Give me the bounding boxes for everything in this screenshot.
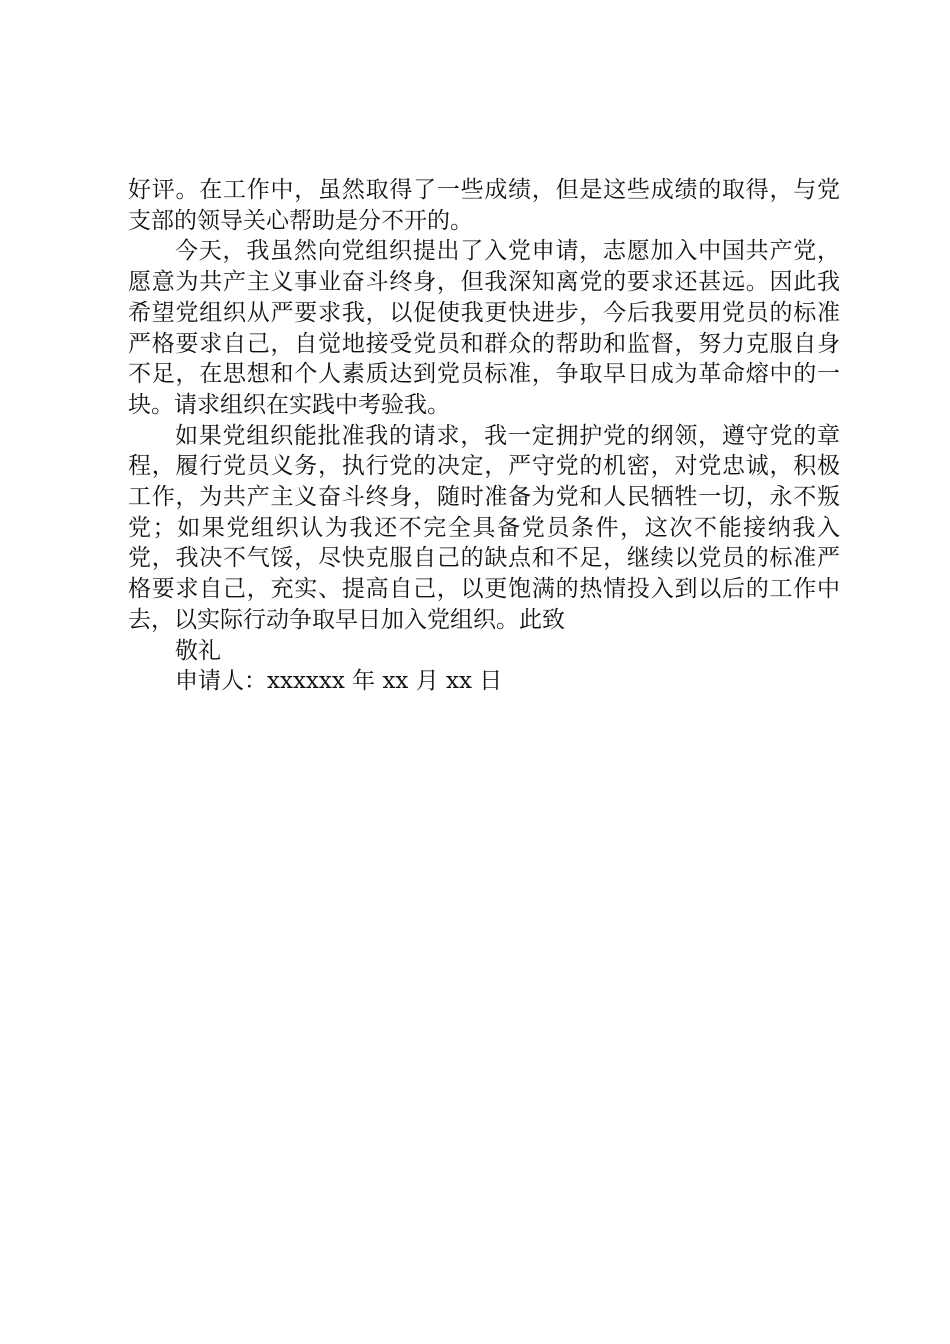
signature-line: 申请人：xxxxxx 年 xx 月 xx 日 [175,668,503,695]
paragraph-continuation: 好评。在工作中，虽然取得了一些成绩，但是这些成绩的取得，与党支部的领导关心帮助是分不开的。 [128,177,840,234]
paragraph-application: 今天，我虽然向党组织提出了入党申请，志愿加入中国共产党，愿意为共产主义事业奋斗终身，但我深知离党的要求还甚远。因此我希望党组织从严要求我，以促使我更快进步，今后我要用党员的标准严格要求自己，自觉地接受党员和群众的帮助和监督，努力克服自身不足，在思想和个人素质达到党员标准，争取早日成为革命熔中的一块。请求组织在实践中考验我。 [128,238,840,418]
document-body [128,175,840,697]
salutation: 敬礼 [175,637,221,664]
paragraph-pledge: 如果党组织能批准我的请求，我一定拥护党的纲领，遵守党的章程，履行党员义务，执行党的决定，严守党的机密，对党忠诚，积极工作，为共产主义奋斗终身，随时准备为党和人民牺牲一切，永不叛党；如果党组织认为我还不完全具备党员条件，这次不能接纳我入党，我决不气馁，尽快克服自己的缺点和不足，继续以党员的标准严格要求自己，充实、提高自己，以更饱满的热情投入到以后的工作中去，以实际行动争取早日加入党组织。此致 [128,422,840,633]
